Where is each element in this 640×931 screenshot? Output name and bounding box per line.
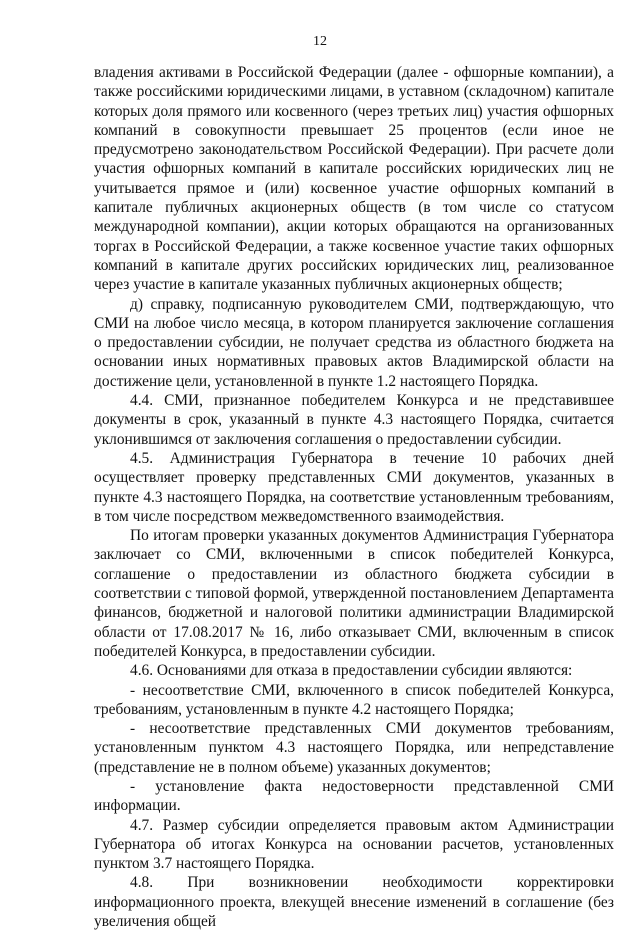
document-body <box>94 63 614 931</box>
paragraph-item-d: д) справку, подписанную руководителем СМИ, подтверждающую, что СМИ на любое число месяца, в котором планируется заключение соглашения о предоставлении субсидии, не получает средства из областного бюджета на основании иных нормативных правовых актов Владимирской области на достижение цели, установленной в пункте 1.2 настоящего Порядка. <box>94 295 614 390</box>
list-item-refusal-1: - несоответствие СМИ, включенного в список победителей Конкурса, требованиям, установленным в пункте 4.2 настоящего Порядка; <box>94 681 614 718</box>
paragraph-4-5: 4.5. Администрация Губернатора в течение 10 рабочих дней осуществляет проверку представленных СМИ документов, указанных в пункте 4.3 настоящего Порядка, на соответствие установленным требованиям, в том числе посредством межведомственного взаимодействия. <box>94 449 614 525</box>
page-number: 12 <box>313 34 327 49</box>
list-item-refusal-2: - несоответствие представленных СМИ документов требованиям, установленным пунктом 4.3 настоящего Порядка, или непредставление (представление не в полном объеме) указанных документов; <box>94 720 614 776</box>
paragraph-4-6: 4.6. Основаниями для отказа в предоставлении субсидии являются: <box>130 662 573 680</box>
list-item-refusal-3: - установление факта недостоверности представленной СМИ информации. <box>94 777 614 815</box>
paragraph-4-7: 4.7. Размер субсидии определяется правовым актом Администрации Губернатора об итогах Конкурса на основании расчетов, установленных пунктом 3.7 настоящего Порядка. <box>94 816 614 873</box>
paragraph-4-4: 4.4. СМИ, признанное победителем Конкурса и не представившее документы в срок, указанный в пункте 4.3 настоящего Порядка, считается уклонившимся от заключения соглашения о предоставлении субсидии. <box>94 392 614 448</box>
paragraph-check-results: По итогам проверки указанных документов Администрация Губернатора заключает со СМИ, включенными в список победителей Конкурса, соглашение о предоставлении из областного бюджета субсидии в соответствии с типовой формой, утвержденной постановлением Департамента финансов, бюджетной и налоговой политики администрации Владимирской области от 17.08.2017 № 16, либо отказывает СМИ, включенным в список победителей Конкурса, в предоставлении субсидии. <box>94 527 614 660</box>
paragraph-4-8: 4.8. При возникновении необходимости корректировки информационного проекта, влекущей внесение изменений в соглашение (без увеличения общей <box>94 874 614 931</box>
paragraph-offshore-continuation: владения активами в Российской Федерации (далее - офшорные компании), а также российскими юридическими лицами, в уставном (складочном) капитале которых доля прямого или косвенного (через третьих лиц) участия офшорных компаний в совокупности превышает 25 процентов (если иное не предусмотрено законодательством Российской Федерации). При расчете доли участия офшорных компаний в капитале российских юридических лиц не учитывается прямое и (или) косвенное участие офшорных компаний в капитале публичных акционерных обществ (в том числе со статусом международной компании), акции которых обращаются на организованных торгах в Российской Федерации, а также косвенное участие таких офшорных компаний в капитале других российских юридических лиц, реализованное через участие в капитале указанных публичных акционерных обществ; <box>94 64 614 294</box>
